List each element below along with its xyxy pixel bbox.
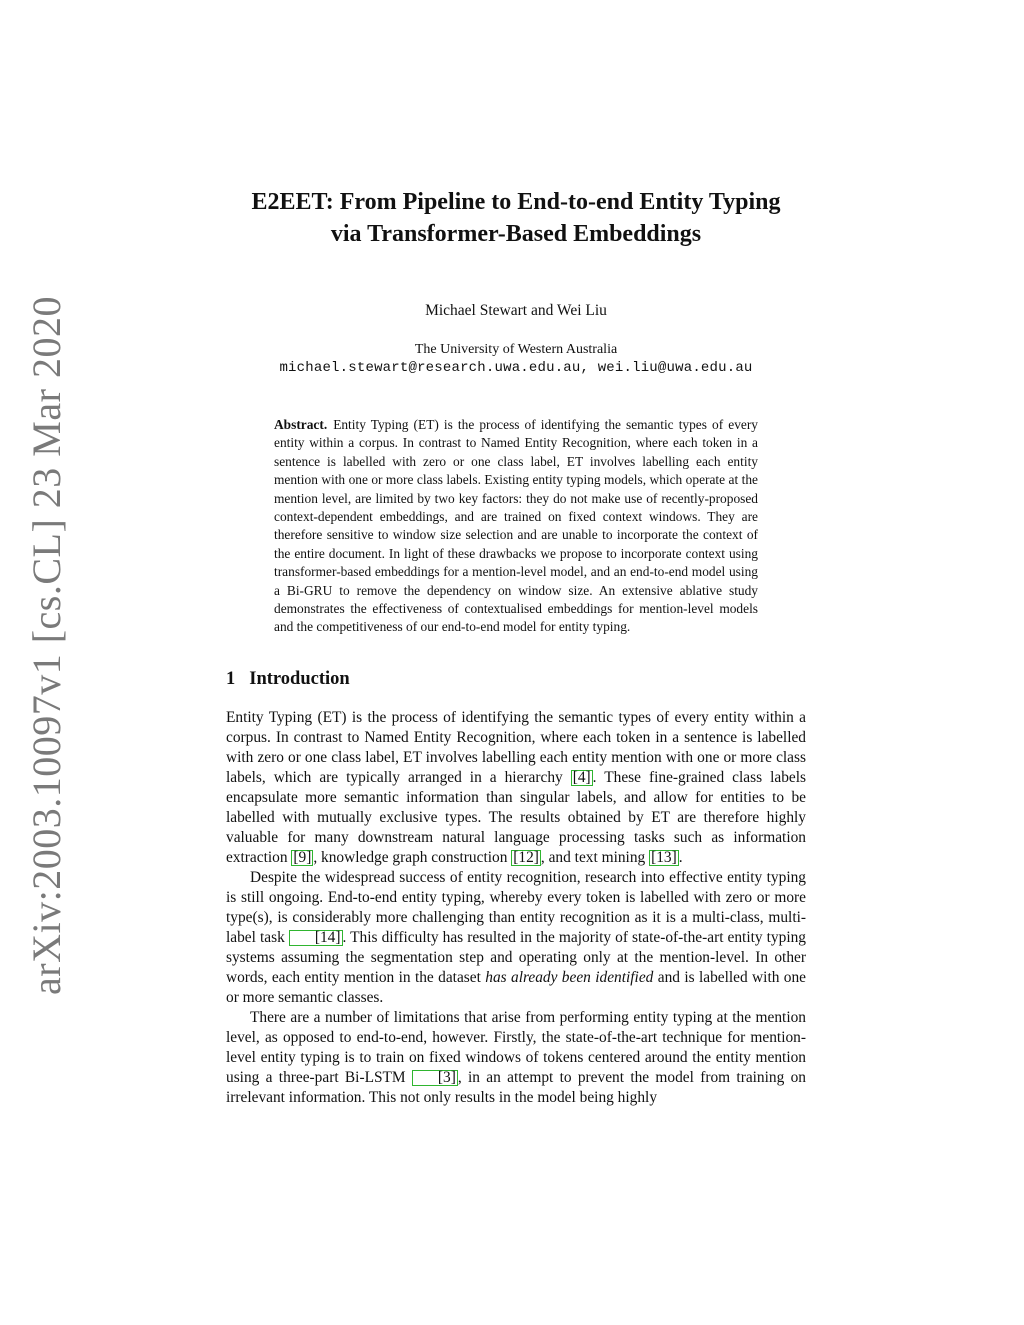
text-span: There are a number of limitations that arise from performing entity typing at the mention level, as opposed to end-to-end, however. Firstly, the state-of-the-art technique for mention-level entity typing is to train on fixed windows of tokens centered around the entity mention using a three-part Bi-LSTM [226, 1008, 806, 1086]
citation-link[interactable]: [4] [572, 768, 591, 786]
text-span: Entity Typing (ET) is the process of identifying the semantic types of every entity within a corpus. In contrast to Named Entity Recognition, where each token in a sentence is labelled with zero or one class label, ET involves labelling each entity mention with one or more class labels, which are typically arranged in a hierarchy [226, 708, 806, 786]
paper-page [226, 186, 806, 1108]
text-span: , in an attempt to prevent the model from training on irrelevant information. This not only results in the model being highly [226, 1068, 806, 1106]
intro-paragraph-1 [226, 708, 806, 868]
section-title: Introduction [249, 668, 350, 689]
citation-link[interactable]: [12] [513, 848, 539, 866]
citation-link[interactable]: [14] [289, 930, 343, 946]
text-span: , knowledge graph construction [313, 848, 512, 866]
text-span: Despite the widespread success of entity recognition, research into effective entity typing is still ongoing. End-to-end entity typing, whereby every token is labelled with zero or more type(s), is considerably more challenging than entity recognition as it is a multi-class, multi-label task [226, 868, 806, 946]
citation-link[interactable]: [3] [412, 1070, 458, 1086]
abstract-text: Entity Typing (ET) is the process of identifying the semantic types of every entity within a corpus. In contrast to Named Entity Recognition, where each token in a sentence is labelled with zero or one class label, ET involves labelling each entity mention with one or more class labels. Existing entity typing models, which operate at the mention level, are limited by two key factors: they do not make use of recently-proposed context-dependent embeddings, and are trained on fixed context windows. They are therefore sensitive to window size selection and are unable to incorporate the context of the entire document. In light of these drawbacks we propose to incorporate context using transformer-based embeddings for a mention-level model, and an end-to-end model using a Bi-GRU to remove the dependency on window size. An extensive ablative study demonstrates the effectiveness of contextualised embeddings for mention-level models and the competitiveness of our end-to-end model for entity typing. [274, 417, 758, 635]
arxiv-stamp [20, 295, 72, 995]
abstract [274, 416, 758, 637]
emphasis-text: has already been identified [485, 968, 654, 986]
paper-title [226, 186, 806, 250]
text-span: . This difficulty has resulted in the majority of state-of-the-art entity typing systems assuming the segmentation step and operating only at the mention-level. In other words, each entity mention in the dataset [226, 928, 806, 986]
title-line-2: via Transformer-Based Embeddings [330, 221, 702, 247]
affiliation: The University of Western Australia [414, 342, 618, 357]
intro-paragraph-3 [226, 1008, 806, 1108]
author-emails: michael.stewart@research.uwa.edu.au, wei.liu@uwa.edu.au [279, 360, 753, 376]
text-span: and is labelled with one or more semantic classes. [226, 968, 807, 1006]
text-span: , and text mining [540, 848, 650, 866]
section-number: 1 [226, 668, 236, 689]
text-span: . [678, 848, 683, 866]
section-heading-introduction [226, 669, 806, 690]
citation-link[interactable]: [13] [651, 848, 677, 866]
abstract-label: Abstract. [274, 417, 328, 432]
authors: Michael Stewart and Wei Liu [425, 302, 607, 319]
intro-paragraph-2 [226, 868, 806, 1008]
text-span: . These fine-grained class labels encapsulate more semantic information than singular labels, and allow for entities to be labelled with mutually exclusive types. The results obtained by ET are therefore highly valuable for many downstream natural language processing tasks such as information extraction [226, 768, 806, 866]
arxiv-stamp-text: arXiv:2003.10097v1 [cs.CL] 23 Mar 2020 [23, 295, 69, 995]
citation-link[interactable]: [9] [293, 848, 312, 866]
title-line-1: E2EET: From Pipeline to End-to-end Entity Typing [251, 189, 781, 215]
